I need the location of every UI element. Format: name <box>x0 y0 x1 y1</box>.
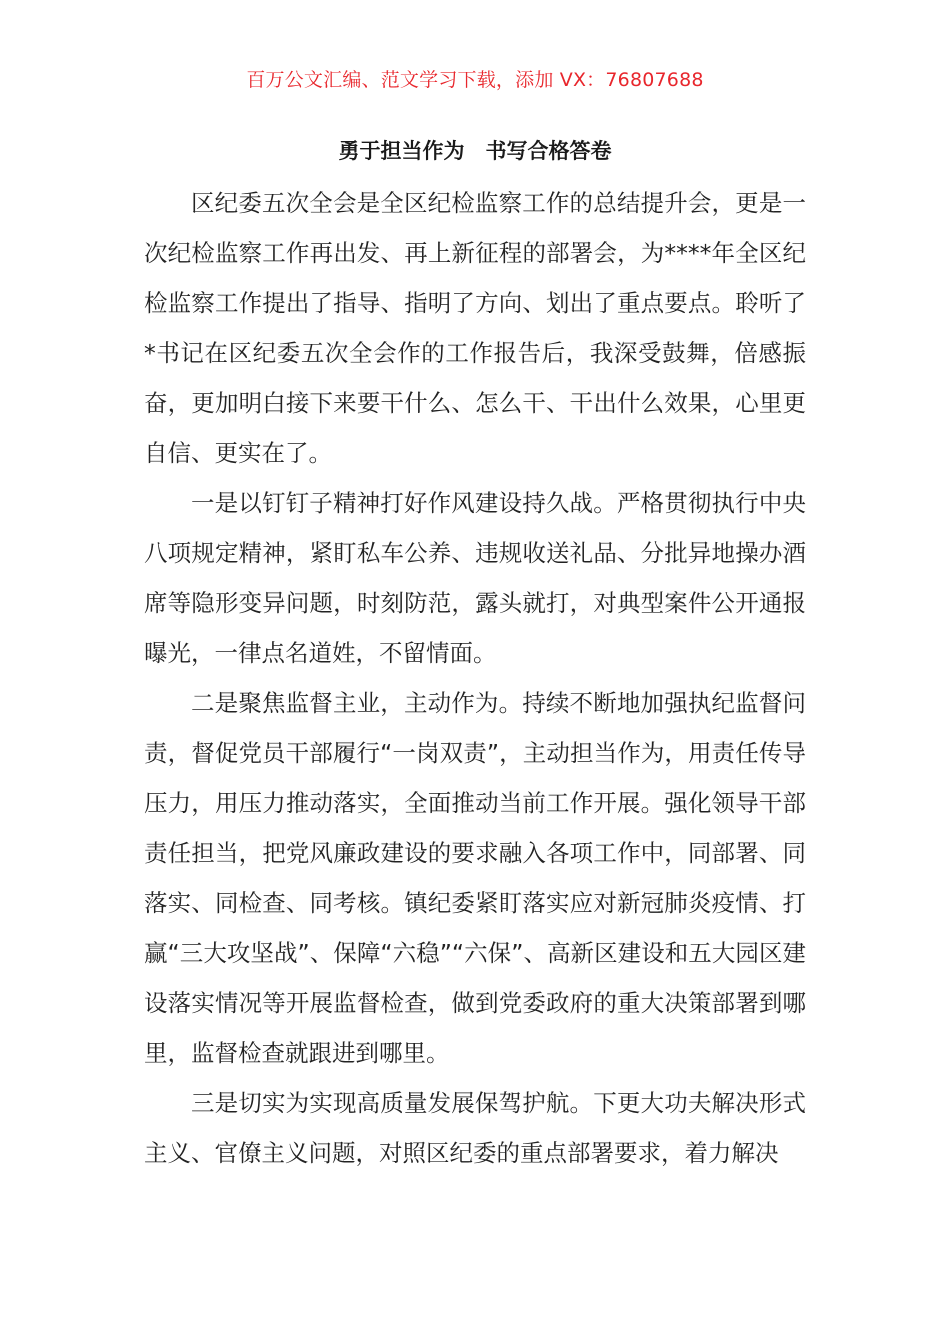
paragraph-point-one: 一是以钉钉子精神打好作风建设持久战。严格贯彻执行中央八项规定精神，紧盯私车公养、违规收送礼品、分批异地操办酒席等隐形变异问题，时刻防范，露头就打，对典型案件公开通报曝光，一律点名道姓，不留情面。 <box>144 489 806 667</box>
paragraph-intro: 区纪委五次全会是全区纪检监察工作的总结提升会，更是一次纪检监察工作再出发、再上新征程的部署会，为****年全区纪检监察工作提出了指导、指明了方向、划出了重点要点。聆听了*书记在区纪委五次全会作的工作报告后，我深受鼓舞，倍感振奋，更加明白接下来要干什么、怎么干、干出什么效果，心里更自信、更实在了。 <box>144 189 806 467</box>
paragraph-point-two: 二是聚焦监督主业，主动作为。持续不断地加强执纪监督问责，督促党员干部履行“一岗双责”，主动担当作为，用责任传导压力，用压力推动落实，全面推动当前工作开展。强化领导干部责任担当，把党风廉政建设的要求融入各项工作中，同部署、同落实、同检查、同考核。镇纪委紧盯落实应对新冠肺炎疫情、打赢“三大攻坚战”、保障“六稳”“六保”、高新区建设和五大园区建设落实情况等开展监督检查，做到党委政府的重大决策部署到哪里，监督检查就跟进到哪里。 <box>144 689 806 1067</box>
document-title: 勇于担当作为 书写合格答卷 <box>338 139 612 163</box>
header-note: 百万公文汇编、范文学习下载，添加 VX：76807688 <box>246 69 704 91</box>
document-body <box>144 178 806 1178</box>
paragraph-point-three: 三是切实为实现高质量发展保驾护航。下更大功夫解决形式主义、官僚主义问题，对照区纪委的重点部署要求，着力解决 <box>144 1089 806 1167</box>
